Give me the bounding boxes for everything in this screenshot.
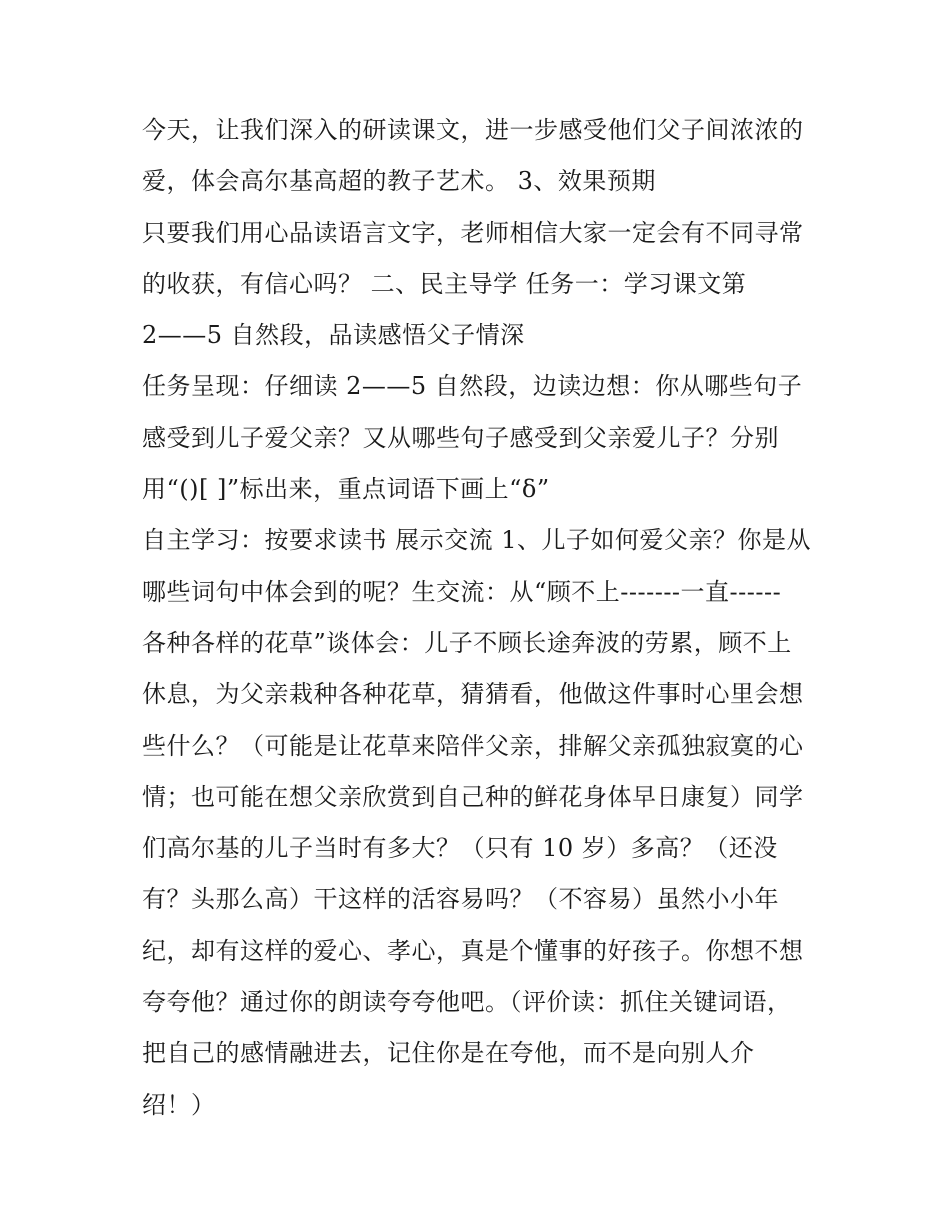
text-line: 今天，让我们深入的研读课文，进一步感受他们父子间浓浓的 [142, 116, 804, 144]
text-line: 绍！） [142, 1090, 216, 1119]
text-line: 情；也可能在想父亲欣赏到自己种的鲜花身体早日康复）同学 [142, 782, 804, 811]
text-line: 纪，却有这样的爱心、孝心，真是个懂事的好孩子。你想不想 [142, 936, 804, 965]
text-line: 把自己的感情融进去，记住你是在夸他，而不是向别人介 [142, 1039, 755, 1068]
text-line: 只要我们用心品读语言文字，老师相信大家一定会有不同寻常 [142, 218, 804, 247]
text-line: 用“()[ ]”标出来，重点词语下画上“δ” [142, 475, 550, 504]
text-line: 自主学习：按要求读书 展示交流 1、儿子如何爱父亲？你是从 [142, 526, 812, 555]
text-line: 爱，体会高尔基高超的教子艺术。 3、效果预期 [142, 167, 656, 196]
text-line: 有？头那么高）干这样的活容易吗？（不容易）虽然小小年 [142, 885, 779, 914]
body-text [142, 105, 822, 1131]
text-line: 2——5 自然段，品读感悟父子情深 [142, 321, 525, 350]
text-line: 任务呈现：仔细读 2——5 自然段，边读边想：你从哪些句子 [142, 372, 803, 401]
text-line: 夸夸他？通过你的朗读夸夸他吧。（评价读：抓住关键词语， [142, 988, 792, 1017]
text-line: 哪些词句中体会到的呢？生交流：从“顾不上-------一直------ [142, 577, 782, 606]
text-line: 休息，为父亲栽种各种花草，猜猜看，他做这件事时心里会想 [142, 680, 804, 709]
text-line: 的收获，有信心吗？ 二、民主导学 任务一：学习课文第 [142, 269, 747, 298]
text-line: 各种各样的花草”谈体会：儿子不顾长途奔波的劳累，顾不上 [142, 628, 792, 657]
text-line: 们高尔基的儿子当时有多大？（只有 10 岁）多高？（还没 [142, 834, 778, 863]
text-line: 些什么？（可能是让花草来陪伴父亲，排解父亲孤独寂寞的心 [142, 731, 804, 760]
text-line: 感受到儿子爱父亲？又从哪些句子感受到父亲爱儿子？分别 [142, 423, 779, 452]
